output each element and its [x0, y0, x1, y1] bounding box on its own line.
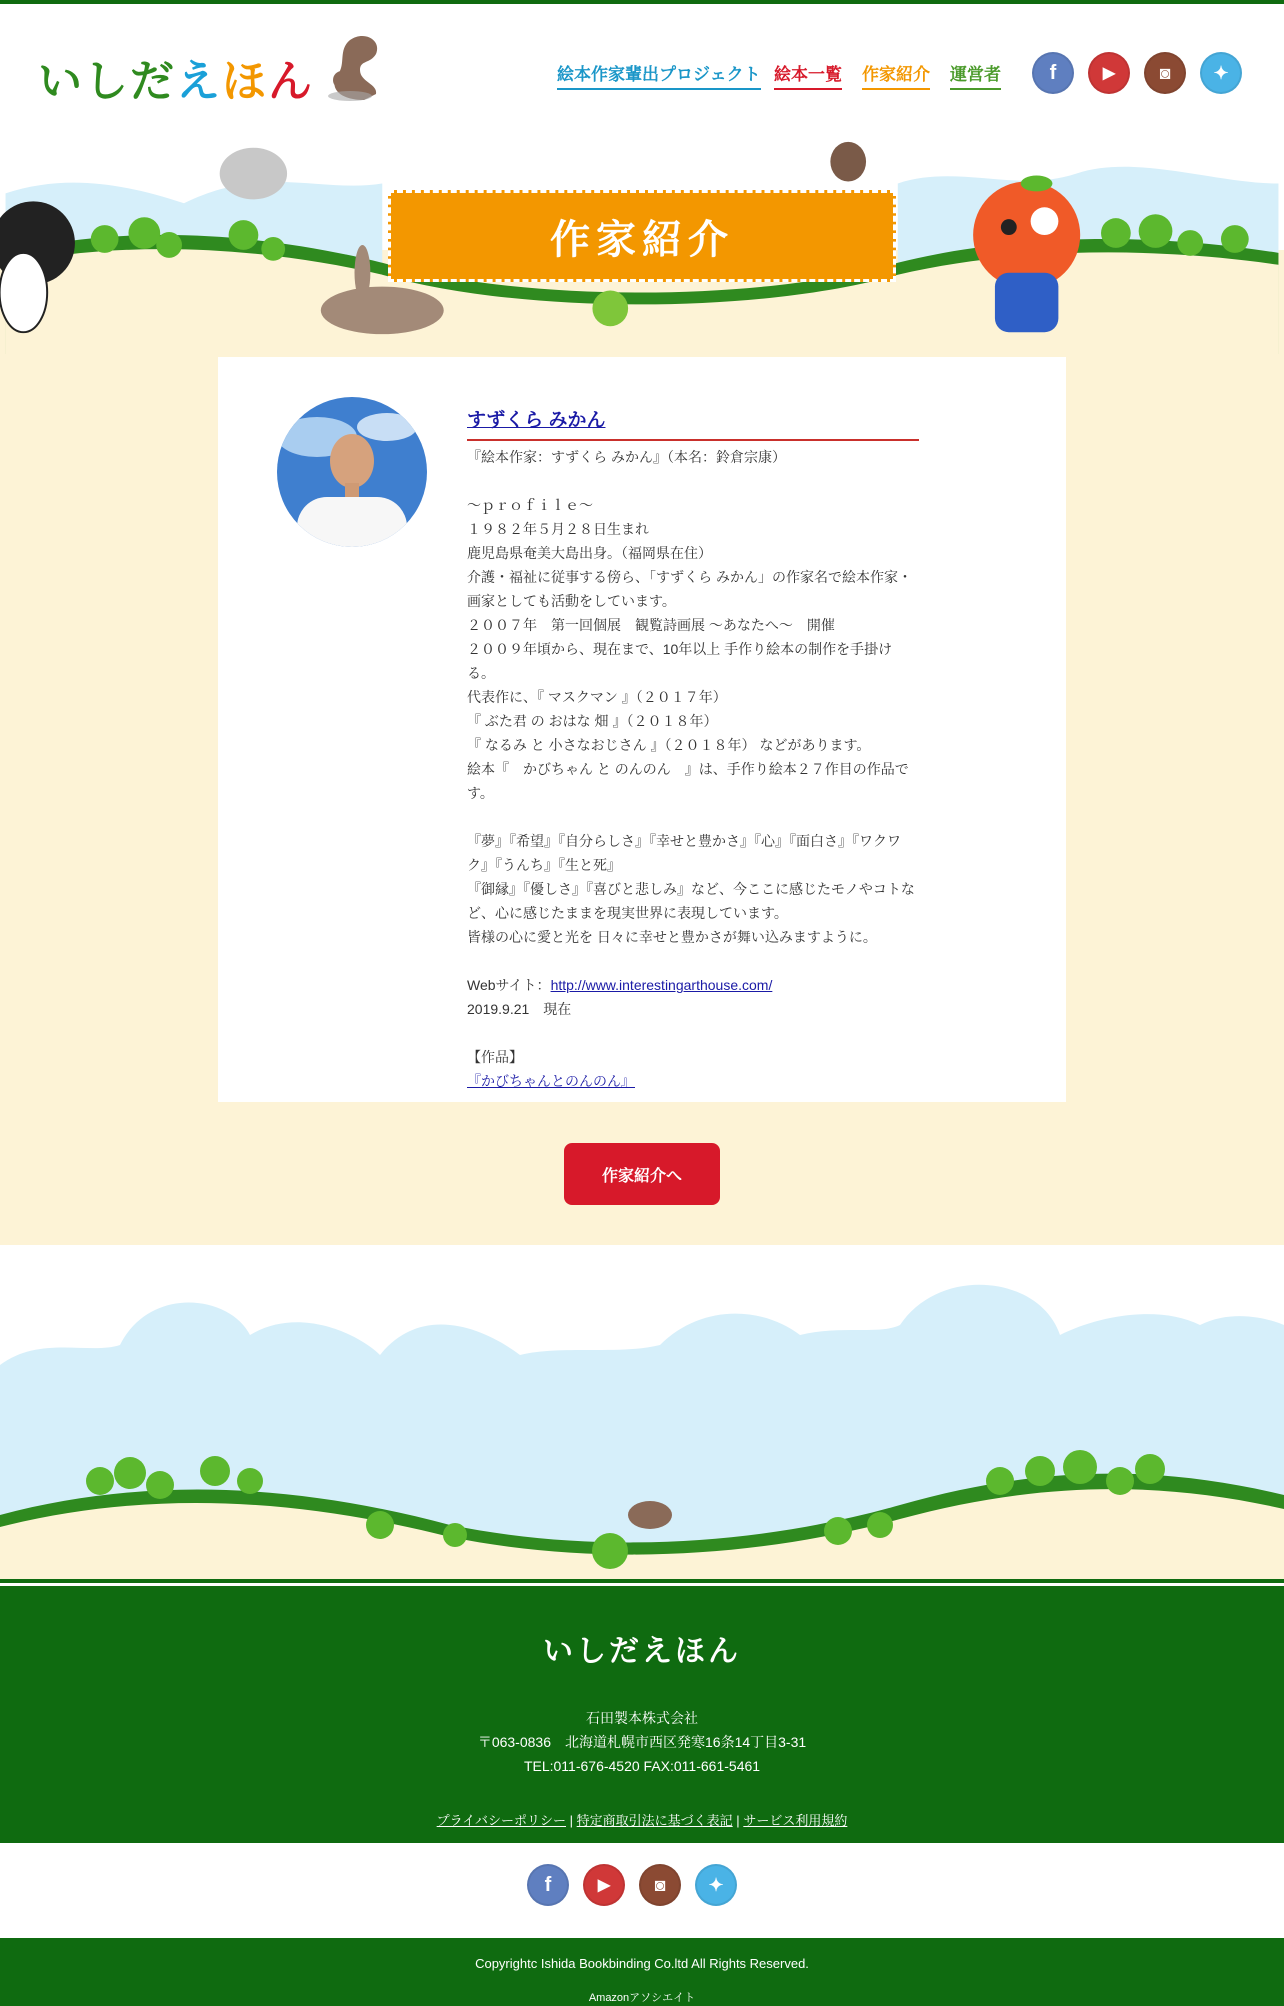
bio-line: 絵本『 かびちゃん と のんのん 』は、手作り絵本２７作目の作品です。: [467, 761, 909, 801]
bio-line: ２００７年 第一回個展 観覧詩画展 ～あなたへ～ 開催: [467, 617, 835, 633]
logo-text: いしだえほん: [38, 56, 314, 107]
amazon-associate-text: Amazonアソシエイト: [588, 1992, 696, 2004]
nav-operator[interactable]: 運営者: [950, 60, 1001, 90]
website-label: Webサイト：: [467, 977, 551, 993]
terms-of-service-link[interactable]: サービス利用規約: [743, 1813, 848, 1828]
author-avatar: [277, 397, 427, 547]
author-card: [218, 357, 1066, 1102]
youtube-icon[interactable]: ▶: [1088, 52, 1130, 94]
instagram-icon[interactable]: ◙: [639, 1864, 681, 1906]
website-line: [467, 973, 919, 997]
work-link[interactable]: 『かびちゃんとのんのん』: [467, 1073, 635, 1089]
author-name-link[interactable]: すずくら みかん: [467, 409, 919, 441]
copyright-text: Copyrightc Ishida Bookbinding Co.ltd All Rights Reserved.: [475, 1956, 809, 1971]
bio-line: 『 なるみ と 小さなおじさん 』（２０１８年） などがあります。: [467, 737, 871, 753]
page-title-banner: [388, 190, 896, 282]
youtube-icon[interactable]: ▶: [583, 1864, 625, 1906]
postal-address: 〒063-0836 北海道札幌市西区発寒16条14丁目3-31: [477, 1734, 807, 1750]
link-separator: |: [569, 1813, 574, 1828]
rabbit-illustration: [321, 287, 444, 335]
facebook-icon[interactable]: f: [1032, 52, 1074, 94]
link-separator: |: [736, 1813, 740, 1828]
footer-landscape-illustration: [0, 1245, 1284, 1585]
footer-logo[interactable]: いしだえほん: [543, 1634, 741, 1669]
bio-line: [467, 1021, 919, 1045]
bio-line: 鹿児島県奄美大島出身。（福岡県在住）: [467, 545, 712, 561]
bio-line: ～ｐｒｏｆｉｌｅ～: [467, 497, 593, 513]
nav-book-list[interactable]: 絵本一覧: [774, 60, 842, 90]
copyright-bar: [0, 1938, 1284, 2006]
author-intro-button[interactable]: 作家紹介へ: [564, 1143, 720, 1205]
site-footer: [0, 1583, 1284, 1843]
privacy-policy-link[interactable]: プライバシーポリシー: [436, 1813, 567, 1828]
works-heading: 【作品】: [467, 1049, 523, 1065]
nav-picture-book-author-project[interactable]: 絵本作家輩出プロジェクト: [557, 60, 761, 90]
bio-line: 『絵本作家：すずくら みかん』（本名：鈴倉宗康）: [467, 449, 787, 465]
phone-fax: TEL:011-676-4520 FAX:011-661-5461: [523, 1758, 761, 1774]
bio-line: [467, 805, 919, 829]
author-bio: [467, 409, 919, 1093]
bio-line: 介護・福祉に従事する傍ら、「すずくら みかん」の作家名で絵本作家・画家としても活動をしています。: [467, 569, 913, 609]
nav-author-intro[interactable]: 作家紹介: [862, 60, 930, 90]
instagram-icon[interactable]: ◙: [1144, 52, 1186, 94]
bio-line: ２００９年頃から、現在まで、10年以上 手作り絵本の制作を手掛ける。: [467, 641, 893, 681]
facebook-icon[interactable]: f: [527, 1864, 569, 1906]
twitter-icon[interactable]: ✦: [695, 1864, 737, 1906]
footer-social-links: [527, 1864, 737, 1906]
site-header: [0, 4, 1284, 124]
bio-line: １９８２年５月２８日生まれ: [467, 521, 649, 537]
page-title: 作家紹介: [550, 216, 734, 263]
bio-line: [467, 949, 919, 973]
bio-line: 皆様の心に愛と光を 日々に幸せと豊かさが舞い込みますように。: [467, 929, 877, 945]
squirrel-illustration: [628, 1501, 672, 1529]
tokushoho-link[interactable]: 特定商取引法に基づく表記: [576, 1813, 733, 1828]
bio-line: 『夢』『希望』『自分らしさ』『幸せと豊かさ』『心』『面白さ』『ワクワク』『うんち』『生と死』: [467, 833, 901, 873]
footer-address: [0, 1706, 1284, 1778]
apple-character: [973, 182, 1080, 289]
company-name: 石田製本株式会社: [586, 1710, 698, 1726]
twitter-icon[interactable]: ✦: [1200, 52, 1242, 94]
bio-line: [467, 469, 919, 493]
header-social-links: [1032, 52, 1242, 94]
bio-line: 『御縁』『優しさ』『喜びと悲しみ』など、今ここに感じたモノやコトなど、心に感じたままを現実世界に表現しています。: [467, 881, 915, 921]
squirrel-illustration: [830, 142, 866, 182]
bio-line: 『 ぶた君 の おはな 畑 』（２０１８年）: [467, 713, 718, 729]
website-link[interactable]: http://www.interestingarthouse.com/: [550, 977, 773, 993]
owl-illustration: [220, 148, 287, 200]
bio-line: 代表作に、『 マスクマン 』（２０１７年）: [467, 689, 727, 705]
footer-links: [0, 1810, 1284, 1829]
date-line: 2019.9.21 現在: [467, 1001, 572, 1017]
